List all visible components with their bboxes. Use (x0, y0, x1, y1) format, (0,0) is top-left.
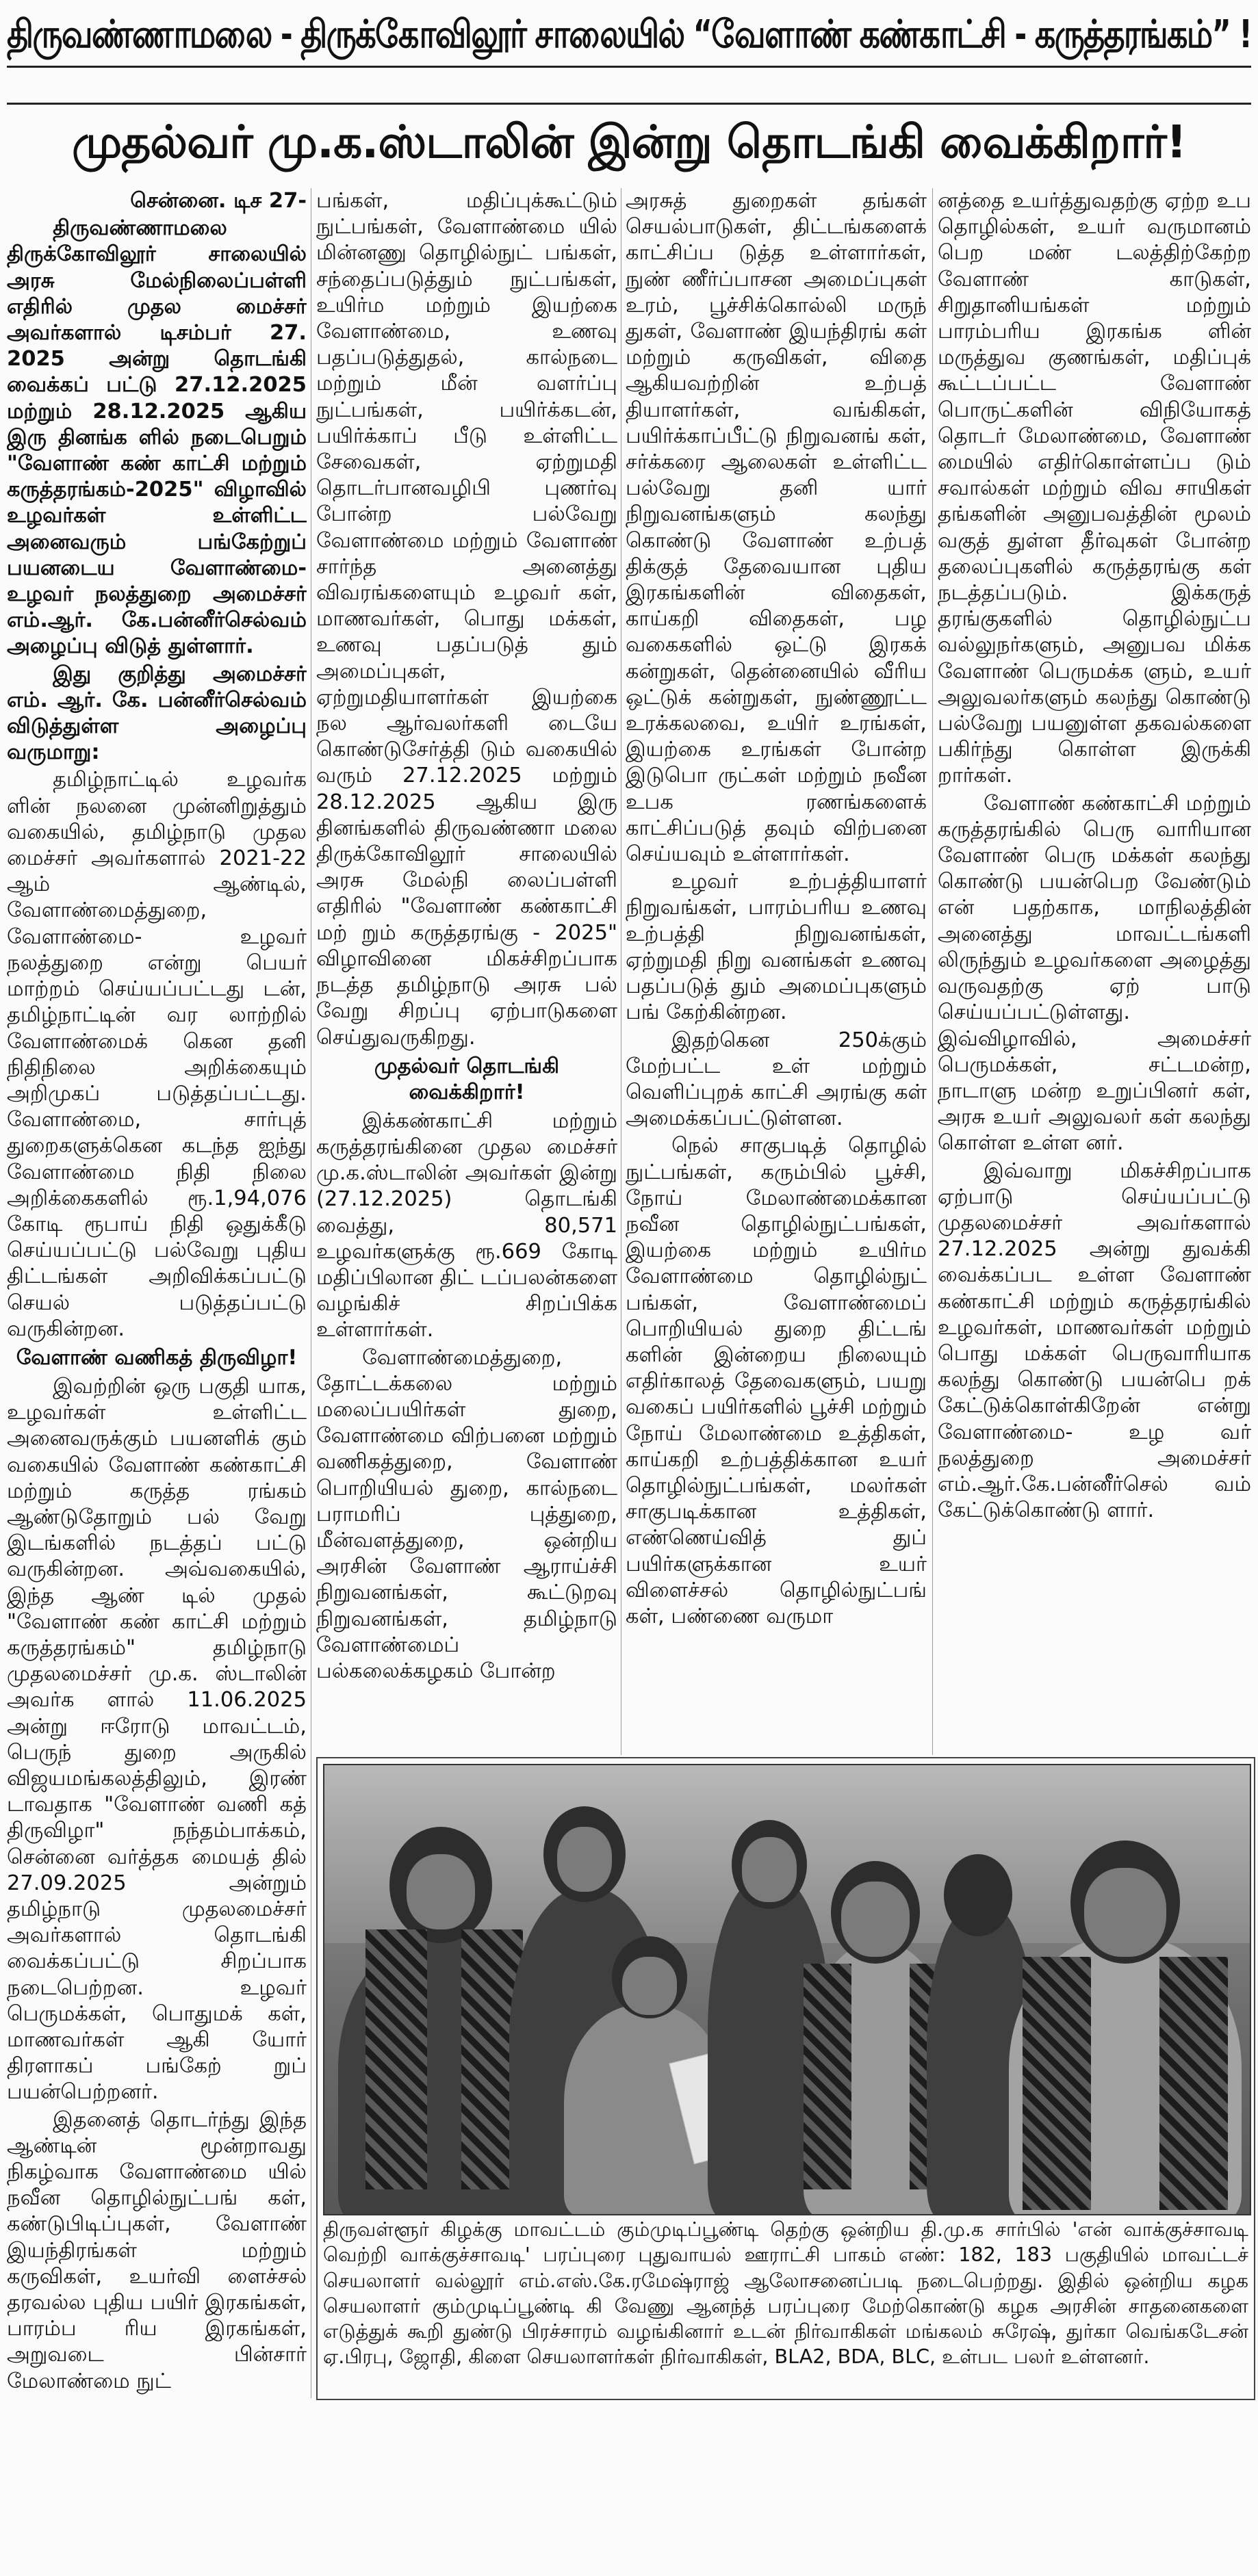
photo-person-face (1084, 1868, 1166, 1957)
photo-person-head (944, 1854, 1012, 1936)
article-paragraph: வேளாண்மைத்துறை, தோட்டக்கலை மற்றும் மலைப்பயிர்கள் துறை, வேளாண்மை விற்பனை மற்றும் வணிகத்துறை, வேளாண் பொறியியல் துறை, கால்நடை பராமரிப் புத்துறை, மீன்வளத்துறை, ஒன்றிய அரசின் வேளாண் ஆராய்ச்சி நிறுவனங்கள், கூட்டுறவு நிறுவனங்கள், தமிழ்நாடு வேளாண்மைப் பல்கலைக்கழகம் போன்ற (316, 1345, 617, 1683)
article-lead: திருவண்ணாமலை திருக்கோவிலூர் சாலையில் அரசு மேல்நிலைப்பள்ளி எதிரில் முதல மைச்சர் அவர்களால் டிசம்பர் 27. 2025 அன்று தொடங்கி வைக்கப் பட்டு 27.12.2025 மற்றும் 28.12.2025 ஆகிய இரு தினங்க ளில் நடைபெறும் "வேளாண் கண் காட்சி மற்றும் கருத்தரங்கம்-2025" விழாவில் உழவர்கள் உள்ளிட்ட அனைவரும் பங்கேற்றுப் பயனடைய வேளாண்மை-உழவர் நலத்துறை அமைச்சர் எம்.ஆர். கே.பன்னீர்செல்வம் அழைப்பு விடுத் துள்ளார். (7, 216, 307, 659)
headline-main: முதல்வர் மு.க.ஸ்டாலின் இன்று தொடங்கி வைக்கிறார்! (72, 116, 1186, 168)
dateline: சென்னை. டிச 27- (130, 189, 307, 213)
article-column-4 (938, 188, 1251, 1758)
headline-rule (7, 66, 1251, 68)
photo-shawl (804, 1964, 851, 2189)
article-paragraph: இக்கண்காட்சி மற்றும் கருத்தரங்கினை முதல மைச்சர் மு.க.ஸ்டாலின் அவர்கள் இன்று (27.12.2025) தொடங்கி வைத்து, 80,571 உழவர்களுக்கு ரூ.669 கோடி மதிப்பிலான திட் டப்பலன்களை வழங்கிச் சிறப்பிக்க உள்ளார்கள். (316, 1108, 617, 1342)
article-column-1 (7, 188, 307, 2576)
article-paragraph: தமிழ்நாட்டில் உழவர்க ளின் நலனை முன்னிறுத்தும் வகையில், தமிழ்நாடு முதல மைச்சர் அவர்களால் 2021-22 ஆம் ஆண்டில், வேளாண்மைத்துறை, வேளாண்மை- உழவர் நலத்துறை என்று பெயர் மாற்றம் செய்யப்பட்டது டன், தமிழ்நாட்டின் வர லாற்றில் வேளாண்மைக் கென தனி நிதிநிலை அறிக்கையும் அறிமுகப் படுத்தப்பட்டது. வேளாண்மை, சார்புத் துறைகளுக்கென கடந்த ஐந்து வேளாண்மை நிதி நிலை அறிக்கைகளில் ரூ.1,94,076 கோடி ரூபாய் நிதி ஒதுக்கீடு செய்யப்பட்டு பல்வேறு புதிய திட்டங்கள் அறிவிக்கப்பட்டு செயல் படுத்தப்பட்டு வருகின்றன. (7, 768, 307, 1341)
article-column-2 (316, 188, 617, 1758)
headline-rule-2 (7, 103, 1251, 105)
photo-caption: திருவள்ளூர் கிழக்கு மாவட்டம் கும்முடிப்பூண்டி தெற்கு ஒன்றிய தி.மு.க சார்பில் 'என் வாக்குச்சாவடி வெற்றி வாக்குச்சாவடி' பரப்புரை புதுவாயல் ஊராட்சி பாகம் எண்: 182, 183 பகுதியில் மாவட்டச் செயலாளர் வல்லூர் எம்.எஸ்.கே.ரமேஷ்ராஜ் ஆலோசனைப்படி நடைபெற்றது. இதில் ஒன்றிய கழக செயலாளர் கும்முடிப்பூண்டி கி வேணு ஆனந்த் பரப்புரை மேற்கொண்டு கழக அரசின் சாதனைகளை எடுத்துக் கூறி துண்டு பிரச்சாரம் வழங்கினார் உடன் நிர்வாகிகள் மங்கலம் சுரேஷ், துர்கா வெங்கடேசன் ஏ.பிரபு, ஜோதி, கிளை செயலாளர்கள் நிர்வாகிகள், BLA2, BDA, BLC, உள்பட பலர் உள்ளனர். (323, 2217, 1248, 2369)
article-paragraph: இவற்றின் ஒரு பகுதி யாக, உழவர்கள் உள்ளிட்ட அனைவருக்கும் பயனளிக் கும் வகையில் வேளாண் கண்காட்சி மற்றும் கருத்த ரங்கம் ஆண்டுதோறும் பல் வேறு இடங்களில் நடத்தப் பட்டு வருகின்றன. அவ்வகையில், இந்த ஆண் டில் முதல் "வேளாண் கண் காட்சி மற்றும் கருத்தரங்கம்" தமிழ்நாடு முதலமைச்சர் மு.க. ஸ்டாலின் அவர்க ளால் 11.06.2025 அன்று ஈரோடு மாவட்டம், பெருந் துறை அருகில் விஜயமங்கலத்திலும், இரண் டாவதாக "வேளாண் வணி கத் திருவிழா" நந்தம்பாக்கம், சென்னை வர்த்தக மையத் தில் 27.09.2025 அன்றும் தமிழ்நாடு முதலமைச்சர் அவர்களால் தொடங்கி வைக்கப்பட்டு சிறப்பாக நடைபெற்றன. உழவர் பெருமக்கள், பொதுமக் கள், மாணவர்கள் ஆகி யோர் திரளாகப் பங்கேற் றுப் பயன்பெற்றனர். (7, 1374, 307, 2105)
article-paragraph: வேளாண் கண்காட்சி மற்றும் கருத்தரங்கில் பெரு வாரியான வேளாண் பெரு மக்கள் கலந்து கொண்டு பயன்பெற வேண்டும் என் பதற்காக, மாநிலத்தின் அனைத்து மாவட்டங்களி லிருந்தும் உழவர்களை அழைத்து வருவதற்கு ஏற் பாடு செய்யப்பட்டுள்ளது. இவ்விழாவில், அமைச்சர் பெருமக்கள், சட்டமன்ற, நாடாளு மன்ற உறுப்பினர் கள், அரசு உயர் அலுவலர் கள் கலந்து கொள்ள உள்ள னர். (938, 791, 1251, 1156)
column-divider (932, 188, 933, 1755)
subheading-cm-inaugurates: முதல்வர் தொடங்கி வைக்கிறார்! (374, 1054, 560, 1104)
article-paragraph: னத்தை உயர்த்துவதற்கு ஏற்ற உப தொழில்கள், உயர் வருமானம் பெற மண் டலத்திற்கேற்ற வேளாண் காடுகள், சிறுதானியங்கள் மற்றும் பாரம்பரிய இரகங்க ளின் மருத்துவ குணங்கள், மதிப்புக் கூட்டப்பட்ட வேளாண் பொருட்களின் விநியோகத் தொடர் மேலாண்மை, வேளாண் மையில் எதிர்கொள்ளப்ப டும் சவால்கள் மற்றும் விவ சாயிகள் தங்களின் அனுபவத்தின் மூலம் வகுத் துள்ள தீர்வுகள் போன்ற தலைப்புகளில் கருத்தரங்கு கள் நடத்தப்படும். இக்கருத் தரங்குகளில் தொழில்நுட்ப வல்லுநர்களும், அனுபவ மிக்க வேளாண் பெருமக்க ளும், உயர் அலுவலர்களும் கலந்து கொண்டு பல்வேறு பயனுள்ள தகவல்களை பகிர்ந்து கொள்ள இருக்கி றார்கள். (938, 189, 1251, 788)
article-intro: இது குறித்து அமைச்சர் எம். ஆர். கே. பன்னீர்செல்வம் விடுத்துள்ள அழைப்பு வருமாறு: (7, 662, 307, 765)
photo-shawl (365, 1929, 427, 2189)
photo-shawl (1159, 1957, 1228, 2210)
photo-person-face (622, 1957, 677, 2015)
article-paragraph: பங்கள், மதிப்புக்கூட்டும் நுட்பங்கள், வேளாண்மை யில் மின்னணு தொழில்நுட் பங்கள், சந்தைப்படுத்தும் நுட்பங்கள், உயிர்ம மற்றும் இயற்கை வேளாண்மை, உணவு பதப்படுத்துதல், கால்நடை மற்றும் மீன் வளர்ப்பு நுட்பங்கள், பயிர்க்கடன், பயிர்க்காப் பீடு உள்ளிட்ட சேவைகள், ஏற்றுமதி தொடர்பானவழிபி புணர்வு போன்ற பல்வேறு வேளாண்மை மற்றும் வேளாண் சார்ந்த அனைத்து விவரங்களையும் உழவர் கள், மாணவர்கள், பொது மக்கள், உணவு பதப்படுத் தும் அமைப்புகள், ஏற்றுமதியாளர்கள் இயற்கை நல ஆர்வலர்களி டையே கொண்டுசேர்த்தி டும் வகையில் வரும் 27.12.2025 மற்றும் 28.12.2025 ஆகிய இரு தினங்களில் திருவண்ணா மலை திருக்கோவிலூர் சாலையில் அரசு மேல்நி லைப்பள்ளி எதிரில் "வேளாண் கண்காட்சி மற் றும் கருத்தரங்கு - 2025" விழாவினை மிகச்சிறப்பாக நடத்த தமிழ்நாடு அரசு பல் வேறு சிறப்பு ஏற்பாடுகளை செய்துவருகிறது. (316, 189, 617, 1050)
article-paragraph: உழவர் உற்பத்தியாளர் நிறுவங்கள், பாரம்பரிய உணவு உற்பத்தி நிறுவனங்கள், ஏற்றுமதி நிறு வனங்கள் உணவு பதப்படுத் தும் அமைப்புகளும் பங் கேற்கின்றன. (626, 870, 927, 1025)
photo-person-face (407, 1854, 475, 1929)
photo-person-face (841, 1882, 910, 1957)
photo-person-face (742, 1837, 797, 1902)
article-column-3 (626, 188, 927, 1758)
photo-shawl (1023, 1957, 1091, 2210)
article-paragraph: இதனைத் தொடர்ந்து இந்த ஆண்டின் மூன்றாவது நிகழ்வாக வேளாண்மை யில் நவீன தொழில்நுட்பங் கள், கண்டுபிடிப்புகள், வேளாண் இயந்திரங்கள் மற்றும் கருவிகள், உயர்வி ளைச்சல் தரவல்ல புதிய பயிர் இரகங்கள், பாரம்ப ரிய இரகங்கள், அறுவடை பின்சார் மேலாண்மை நுட் (7, 2107, 307, 2393)
subheading-trade-festival: வேளாண் வணிகத் திருவிழா! (16, 1345, 298, 1370)
news-photo (323, 1764, 1251, 2215)
photo-person-face (557, 1827, 612, 1892)
article-paragraph: நெல் சாகுபடித் தொழில் நுட்பங்கள், கரும்பில் பூச்சி, நோய் மேலாண்மைக்கான நவீன தொழில்நுட்பங்கள், இயற்கை மற்றும் உயிர்ம வேளாண்மை தொழில்நுட் பங்கள், வேளாண்மைப் பொறியியல் துறை திட்டங் களின் இன்றைய நிலையும் எதிர்காலத் தேவைகளும், பயறு வகைப் பயிர்களில் பூச்சி மற்றும் நோய் மேலாண்மை உத்திகள், காய்கறி உற்பத்திக்கான உயர் தொழில்நுட்பங்கள், மலர்கள் சாகுபடிக்கான உத்திகள், எண்ணெய்வித் துப் பயிர்களுக்கான உயர் விளைச்சல் தொழில்நுட்பங் கள், பண்ணை வருமா (626, 1134, 927, 1628)
article-paragraph: இவ்வாறு மிகச்சிறப்பாக ஏற்பாடு செய்யப்பட்டு முதலமைச்சர் அவர்களால் 27.12.2025 அன்று துவக்கி வைக்கப்பட உள்ள வேளாண் கண்காட்சி மற்றும் கருத்தரங்கில் உழவர்கள், மாணவர்கள் மற்றும் பொது மக்கள் பெருவாரியாக கலந்து கொண்டு பயன்பெ றக் கேட்டுக்கொள்கிறேன் என்று வேளாண்மை- உழ வர் நலத்துறை அமைச்சர் எம்.ஆர்.கே.பன்னீர்செல் வம் கேட்டுக்கொண்டு ளார். (938, 1158, 1251, 1523)
article-paragraph: அரசுத் துறைகள் தங்கள் செயல்பாடுகள், திட்டங்களைக் காட்சிப்ப டுத்த உள்ளார்கள், நுண் ணீர்ப்பாசன அமைப்புகள் உரம், பூச்சிக்கொல்லி மருந் துகள், வேளாண் இயந்திரங் கள் மற்றும் கருவிகள், விதை ஆகியவற்றின் உற்பத் தியாளர்கள், வங்கிகள், பயிர்க்காப்பீட்டு நிறுவனங் கள், சர்க்கரை ஆலைகள் உள்ளிட்ட பல்வேறு தனி யார் நிறுவனங்களும் கலந்து கொண்டு வேளாண் உற்பத் திக்குத் தேவையான புதிய இரகங்களின் விதைகள், காய்கறி விதைகள், பழ வகைகளில் ஒட்டு இரகக் கன்றுகள், தென்னையில் வீரிய ஒட்டுக் கன்றுகள், நுண்ணூட்ட உரக்கலவை, உயிர் உரங்கள், இயற்கை உரங்கள் போன்ற இடுபொ ருட்கள் மற்றும் நவீன உபக ரணங்களைக் காட்சிப்படுத் தவும் விற்பனை செய்யவும் உள்ளார்கள். (626, 189, 927, 867)
headline-top: திருவண்ணாமலை - திருக்கோவிலூர் சாலையில் “வேளாண் கண்காட்சி - கருத்தரங்கம்” ! (7, 12, 1251, 57)
article-paragraph: இதற்கென 250க்கும் மேற்பட்ட உள் மற்றும் வெளிப்புறக் காட்சி அரங்கு கள் அமைக்கப்பட்டுள்ளன. (626, 1028, 927, 1131)
